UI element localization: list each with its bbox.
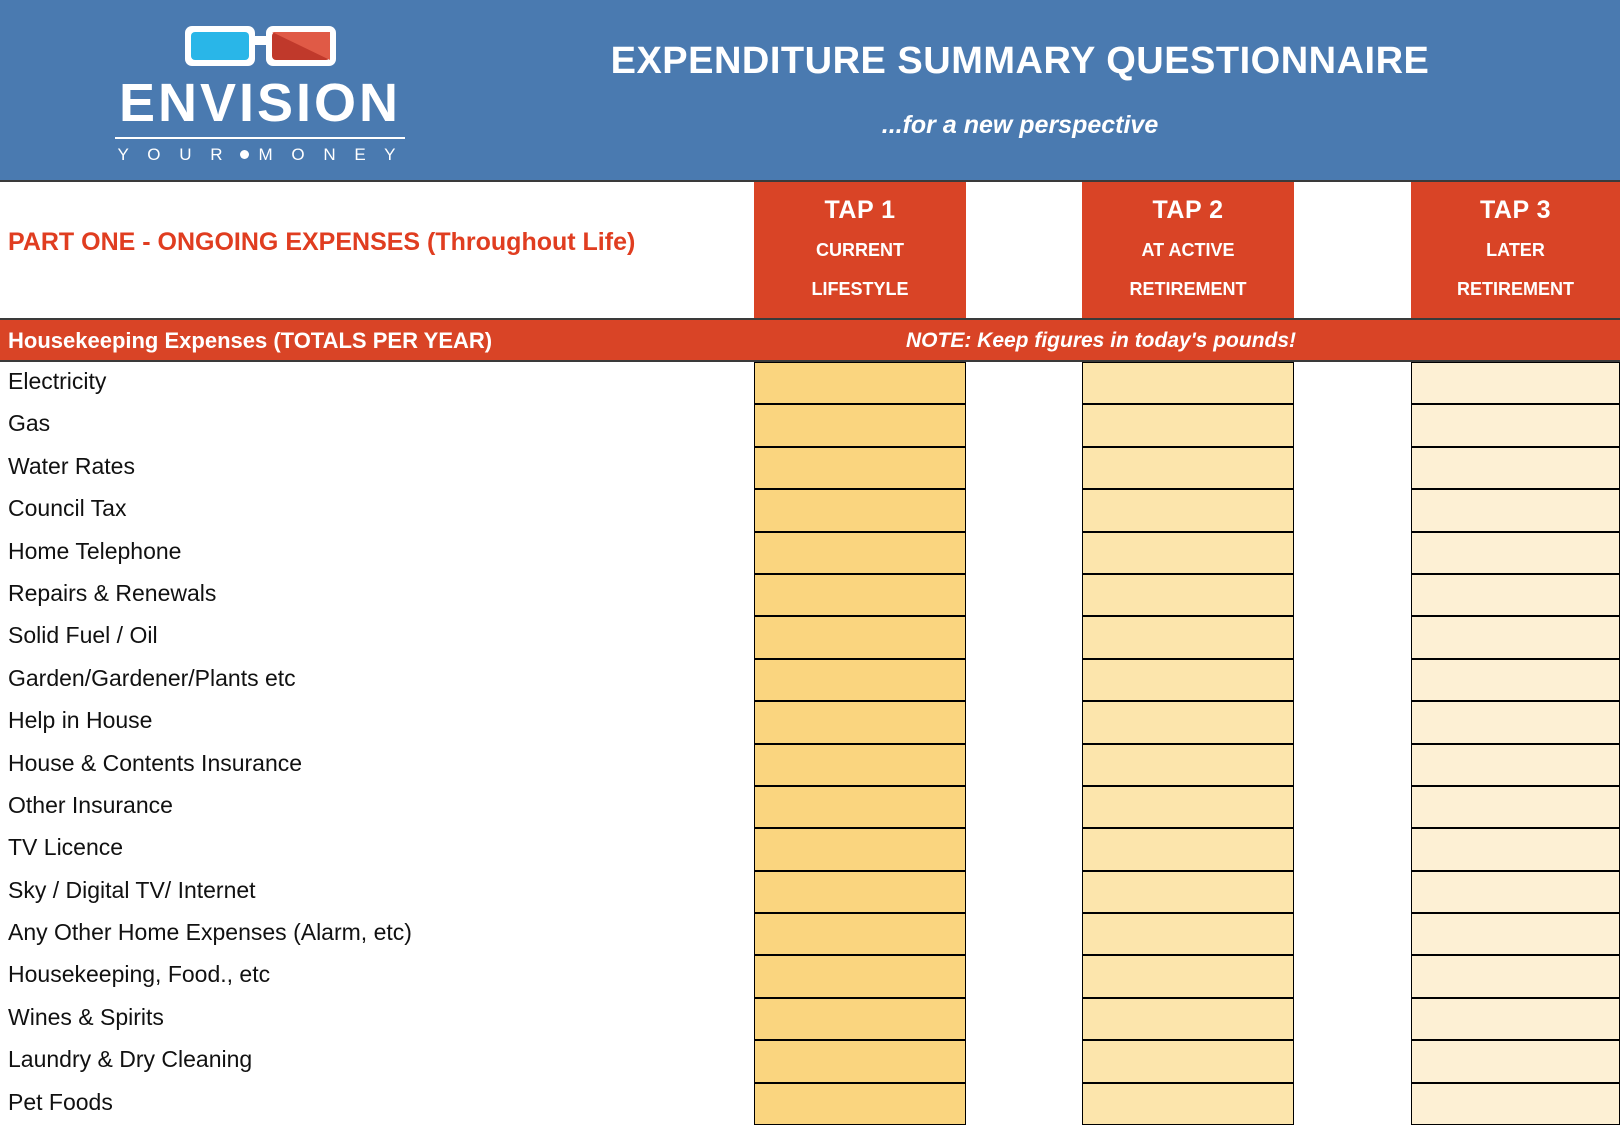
tap-1-line1: CURRENT	[816, 240, 904, 260]
expense-label: Gas	[8, 410, 51, 437]
amount-input-tap3[interactable]	[1411, 871, 1620, 913]
amount-input-tap1[interactable]	[754, 871, 966, 913]
bullet-dot-icon	[240, 150, 249, 159]
amount-input-tap1[interactable]	[754, 404, 966, 446]
expense-rows	[0, 362, 1620, 1125]
logo-divider	[115, 137, 405, 139]
table-row	[0, 616, 1620, 658]
expense-label: Any Other Home Expenses (Alarm, etc)	[8, 919, 412, 946]
amount-input-tap1[interactable]	[754, 574, 966, 616]
column-header-tap-3	[1411, 182, 1620, 318]
expense-label: TV Licence	[8, 834, 124, 861]
table-row	[0, 532, 1620, 574]
amount-input-tap2[interactable]	[1082, 955, 1294, 997]
expense-label: Home Telephone	[8, 537, 182, 564]
amount-input-tap1[interactable]	[754, 955, 966, 997]
amount-input-tap1[interactable]	[754, 1083, 966, 1125]
amount-input-tap2[interactable]	[1082, 913, 1294, 955]
section-header-bar	[0, 318, 1620, 362]
amount-input-tap1[interactable]	[754, 447, 966, 489]
amount-input-tap1[interactable]	[754, 362, 966, 404]
page-header-banner	[0, 0, 1620, 180]
amount-input-tap3[interactable]	[1411, 701, 1620, 743]
table-row	[0, 871, 1620, 913]
table-row	[0, 362, 1620, 404]
table-row	[0, 786, 1620, 828]
section-title: Housekeeping Expenses (TOTALS PER YEAR)	[8, 328, 493, 353]
amount-input-tap3[interactable]	[1411, 659, 1620, 701]
tap-2-label: TAP 2	[1152, 196, 1224, 224]
amount-input-tap2[interactable]	[1082, 828, 1294, 870]
amount-input-tap3[interactable]	[1411, 955, 1620, 997]
amount-input-tap2[interactable]	[1082, 871, 1294, 913]
expense-label: Electricity	[8, 368, 107, 394]
amount-input-tap3[interactable]	[1411, 913, 1620, 955]
amount-input-tap3[interactable]	[1411, 574, 1620, 616]
amount-input-tap1[interactable]	[754, 616, 966, 658]
table-row	[0, 828, 1620, 870]
expense-label: House & Contents Insurance	[8, 749, 303, 776]
amount-input-tap1[interactable]	[754, 744, 966, 786]
amount-input-tap3[interactable]	[1411, 447, 1620, 489]
amount-input-tap2[interactable]	[1082, 404, 1294, 446]
amount-input-tap2[interactable]	[1082, 489, 1294, 531]
amount-input-tap3[interactable]	[1411, 998, 1620, 1040]
amount-input-tap2[interactable]	[1082, 701, 1294, 743]
amount-input-tap3[interactable]	[1411, 616, 1620, 658]
amount-input-tap2[interactable]	[1082, 532, 1294, 574]
amount-input-tap1[interactable]	[754, 786, 966, 828]
amount-input-tap2[interactable]	[1082, 447, 1294, 489]
amount-input-tap2[interactable]	[1082, 998, 1294, 1040]
section-note: NOTE: Keep figures in today's pounds!	[906, 329, 1297, 352]
amount-input-tap3[interactable]	[1411, 1040, 1620, 1082]
amount-input-tap3[interactable]	[1411, 828, 1620, 870]
expense-label: Garden/Gardener/Plants etc	[8, 664, 296, 691]
column-header-tap-2	[1082, 182, 1294, 318]
page-subtitle: ...for a new perspective	[881, 111, 1159, 139]
logo-area	[0, 0, 520, 180]
3d-glasses-icon	[183, 22, 338, 74]
tap-3-label: TAP 3	[1479, 196, 1552, 224]
table-row	[0, 447, 1620, 489]
table-row	[0, 659, 1620, 701]
expense-label: Other Insurance	[8, 791, 173, 818]
table-row	[0, 744, 1620, 786]
amount-input-tap2[interactable]	[1082, 574, 1294, 616]
expense-label: Help in House	[8, 707, 153, 734]
tap-2-line1: AT ACTIVE	[1141, 240, 1235, 260]
page-title: EXPENDITURE SUMMARY QUESTIONNAIRE	[610, 40, 1430, 82]
amount-input-tap1[interactable]	[754, 532, 966, 574]
header-text-area	[520, 0, 1620, 180]
column-header-tap-1	[754, 182, 966, 318]
expense-label: Sky / Digital TV/ Internet	[8, 876, 256, 903]
amount-input-tap2[interactable]	[1082, 616, 1294, 658]
tap-3-line2: RETIREMENT	[1457, 279, 1574, 299]
logo-tagline-left: Y O U R	[117, 144, 230, 164]
expense-label: Wines & Spirits	[8, 1003, 164, 1030]
amount-input-tap1[interactable]	[754, 1040, 966, 1082]
amount-input-tap3[interactable]	[1411, 786, 1620, 828]
tap-1-line2: LIFESTYLE	[811, 279, 909, 299]
amount-input-tap3[interactable]	[1411, 404, 1620, 446]
expense-label: Housekeeping, Food., etc	[8, 961, 271, 988]
expense-label: Water Rates	[8, 452, 135, 479]
amount-input-tap3[interactable]	[1411, 744, 1620, 786]
table-row	[0, 701, 1620, 743]
amount-input-tap3[interactable]	[1411, 1083, 1620, 1125]
logo-wordmark: ENVISION	[118, 72, 402, 133]
table-row	[0, 1040, 1620, 1082]
amount-input-tap2[interactable]	[1082, 362, 1294, 404]
expense-label: Solid Fuel / Oil	[8, 622, 158, 649]
amount-input-tap2[interactable]	[1082, 786, 1294, 828]
table-row	[0, 574, 1620, 616]
part-header-row	[0, 180, 1620, 318]
tap-2-line2: RETIREMENT	[1129, 279, 1247, 299]
tap-3-line1: LATER	[1486, 240, 1545, 260]
amount-input-tap2[interactable]	[1082, 744, 1294, 786]
amount-input-tap1[interactable]	[754, 828, 966, 870]
table-row	[0, 404, 1620, 446]
table-row	[0, 955, 1620, 997]
table-row	[0, 489, 1620, 531]
expense-label: Laundry & Dry Cleaning	[8, 1046, 253, 1073]
logo-tagline-right: M O N E Y	[258, 144, 403, 164]
logo-tagline	[118, 145, 403, 165]
amount-input-tap1[interactable]	[754, 659, 966, 701]
amount-input-tap1[interactable]	[754, 913, 966, 955]
expense-label: Council Tax	[8, 495, 127, 522]
amount-input-tap2[interactable]	[1082, 1083, 1294, 1125]
expense-label: Pet Foods	[8, 1088, 113, 1115]
table-row	[0, 913, 1620, 955]
table-row	[0, 1083, 1620, 1125]
amount-input-tap1[interactable]	[754, 489, 966, 531]
amount-input-tap3[interactable]	[1411, 532, 1620, 574]
table-row	[0, 998, 1620, 1040]
amount-input-tap2[interactable]	[1082, 1040, 1294, 1082]
amount-input-tap1[interactable]	[754, 998, 966, 1040]
expense-label: Repairs & Renewals	[8, 579, 217, 606]
amount-input-tap3[interactable]	[1411, 489, 1620, 531]
amount-input-tap3[interactable]	[1411, 362, 1620, 404]
amount-input-tap2[interactable]	[1082, 659, 1294, 701]
amount-input-tap1[interactable]	[754, 701, 966, 743]
tap-1-label: TAP 1	[824, 196, 896, 224]
part-one-title: PART ONE - ONGOING EXPENSES (Throughout Life)	[8, 228, 636, 256]
